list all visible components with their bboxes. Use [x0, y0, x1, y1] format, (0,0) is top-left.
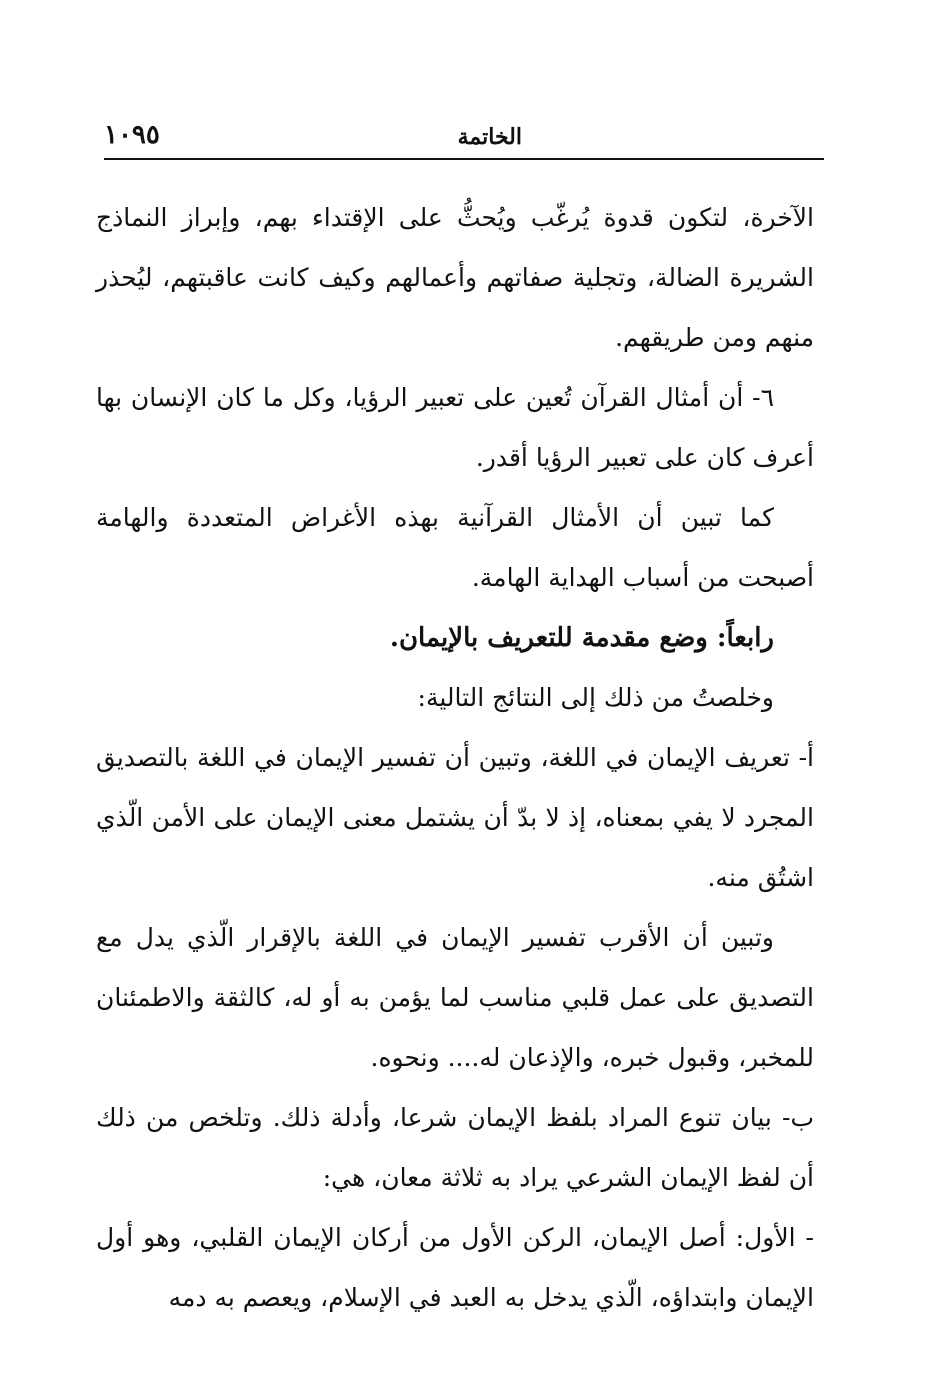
list-item: - الأول: أصل الإيمان، الركن الأول من أركان الإيمان القلبي، وهو أول الإيمان وابتداؤه، الّذي يدخل به العبد في الإسلام، ويعصم به دمه: [96, 1223, 814, 1312]
page-number: ١٠٩٥: [104, 120, 160, 150]
paragraph: كما تبين أن الأمثال القرآنية بهذه الأغراض المتعددة والهامة أصبحت من أسباب الهداية الهامة.: [96, 503, 814, 592]
paragraph: وخلصتُ من ذلك إلى النتائج التالية:: [417, 683, 774, 712]
header-divider: [104, 158, 824, 160]
section-heading: رابعاً: وضع مقدمة للتعريف بالإيمان.: [389, 623, 774, 653]
paragraph: وتبين أن الأقرب تفسير الإيمان في اللغة بالإقرار الّذي يدل مع التصديق على عمل قلبي مناسب لما يؤمن به أو له، كالثقة والاطمئنان للمخبر، وقبول خبره، والإذعان له.... ونحوه.: [96, 923, 814, 1072]
running-title: الخاتمة: [457, 124, 522, 150]
paragraph: الآخرة، لتكون قدوة يُرغّب ويُحثُّ على الإقتداء بهم، وإبراز النماذج الشريرة الضالة، وتجلية صفاتهم وأعمالهم وكيف كانت عاقبتهم، ليُحذر منهم ومن طريقهم.: [96, 203, 814, 352]
list-item: أ- تعريف الإيمان في اللغة، وتبين أن تفسير الإيمان في اللغة بالتصديق المجرد لا يفي بمعناه، إذ لا بدّ أن يشتمل معنى الإيمان على الأمن الّذي اشتُق منه.: [96, 743, 814, 892]
page-body: [96, 188, 814, 1328]
paragraph: ٦- أن أمثال القرآن تُعين على تعبير الرؤيا، وكل ما كان الإنسان بها أعرف كان على تعبير الرؤيا أقدر.: [96, 383, 814, 472]
page-header: [104, 112, 822, 160]
list-item: ب- بيان تنوع المراد بلفظ الإيمان شرعا، وأدلة ذلك. وتلخص من ذلك أن لفظ الإيمان الشرعي يراد به ثلاثة معان، هي:: [96, 1103, 814, 1192]
